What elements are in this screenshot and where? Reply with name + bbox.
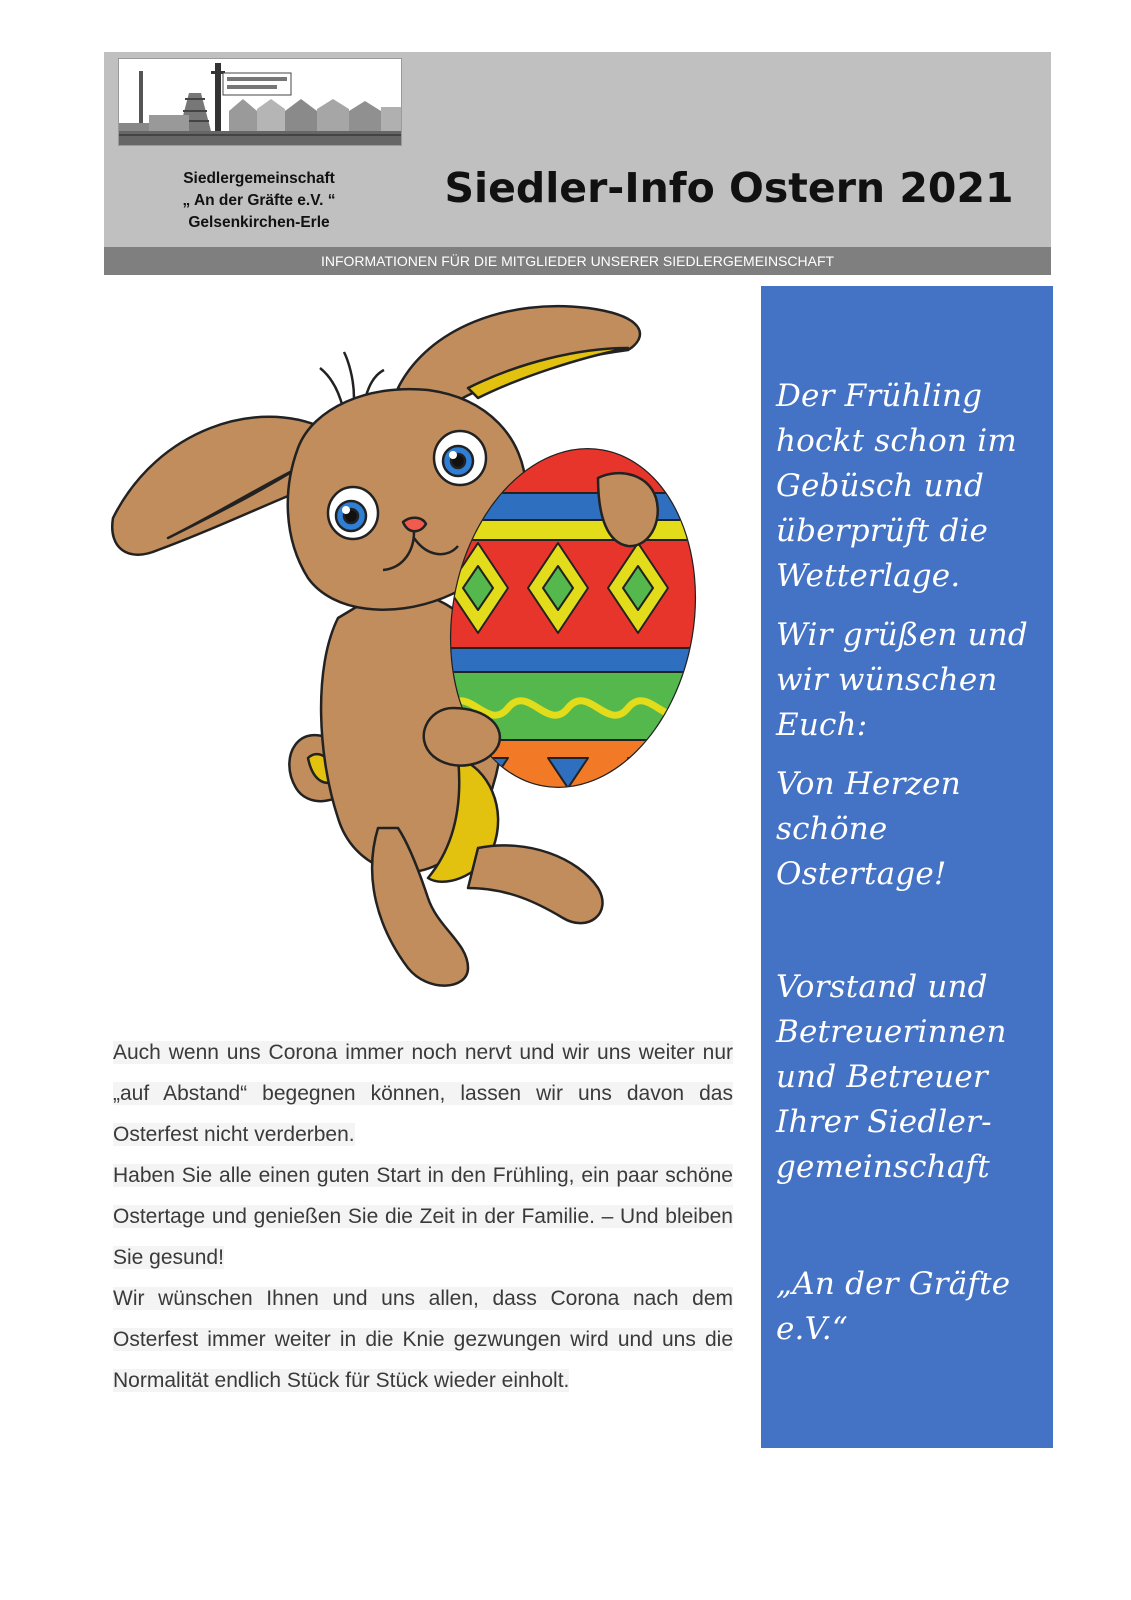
org-line-1: Siedlergemeinschaft [183,170,335,187]
letter-paragraph [113,1032,733,1155]
letter-paragraph-text: Auch wenn uns Corona immer noch nervt und wir uns weiter nur „auf Abstand“ begegnen können, lassen wir uns davon das Osterfest nicht verderben. [113,1041,733,1146]
page-title: Siedler-Info Ostern 2021 [444,164,1014,212]
easter-wish: Von Herzen schöne Ostertage! [776,766,961,892]
page-header [104,52,1051,247]
greeting-line: Wir grüßen und wir wünschen Euch: [776,617,1028,743]
club-logo [118,58,402,146]
greeting-sidebar [761,286,1053,1448]
org-line-3: Gelsenkirchen-Erle [188,214,330,231]
letter-paragraph-text: Wir wünschen Ihnen und uns allen, dass Corona nach dem Osterfest immer weiter in die Knie gezwungen wird und uns die Normalität endlich Stück für Stück wieder einholt. [113,1287,733,1392]
signature-club-name: „An der Gräfte e.V.“ [776,1266,1011,1347]
logo-illustration [119,59,401,145]
letter-body [113,1032,733,1401]
letter-paragraph [113,1278,733,1401]
letter-paragraph-text: Haben Sie alle einen guten Start in den Frühling, ein paar schöne Ostertage und genießen Sie die Zeit in der Familie. – Und bleiben Sie gesund! [113,1164,733,1269]
letter-paragraph [113,1155,733,1278]
organization-name [118,168,400,234]
spring-poem: Der Frühling hockt schon im Gebüsch und überprüft die Wetterlage. [776,378,1017,594]
subtitle-bar: INFORMATIONEN FÜR DIE MITGLIEDER UNSERER SIEDLERGEMEINSCHAFT [104,247,1051,275]
signature-board: Vorstand und Betreuerinnen und Betreuer Ihrer Siedler-gemeinschaft [776,969,1007,1185]
easter-bunny-illustration [108,288,728,1008]
org-line-2: „ An der Gräfte e.V. “ [182,192,336,209]
